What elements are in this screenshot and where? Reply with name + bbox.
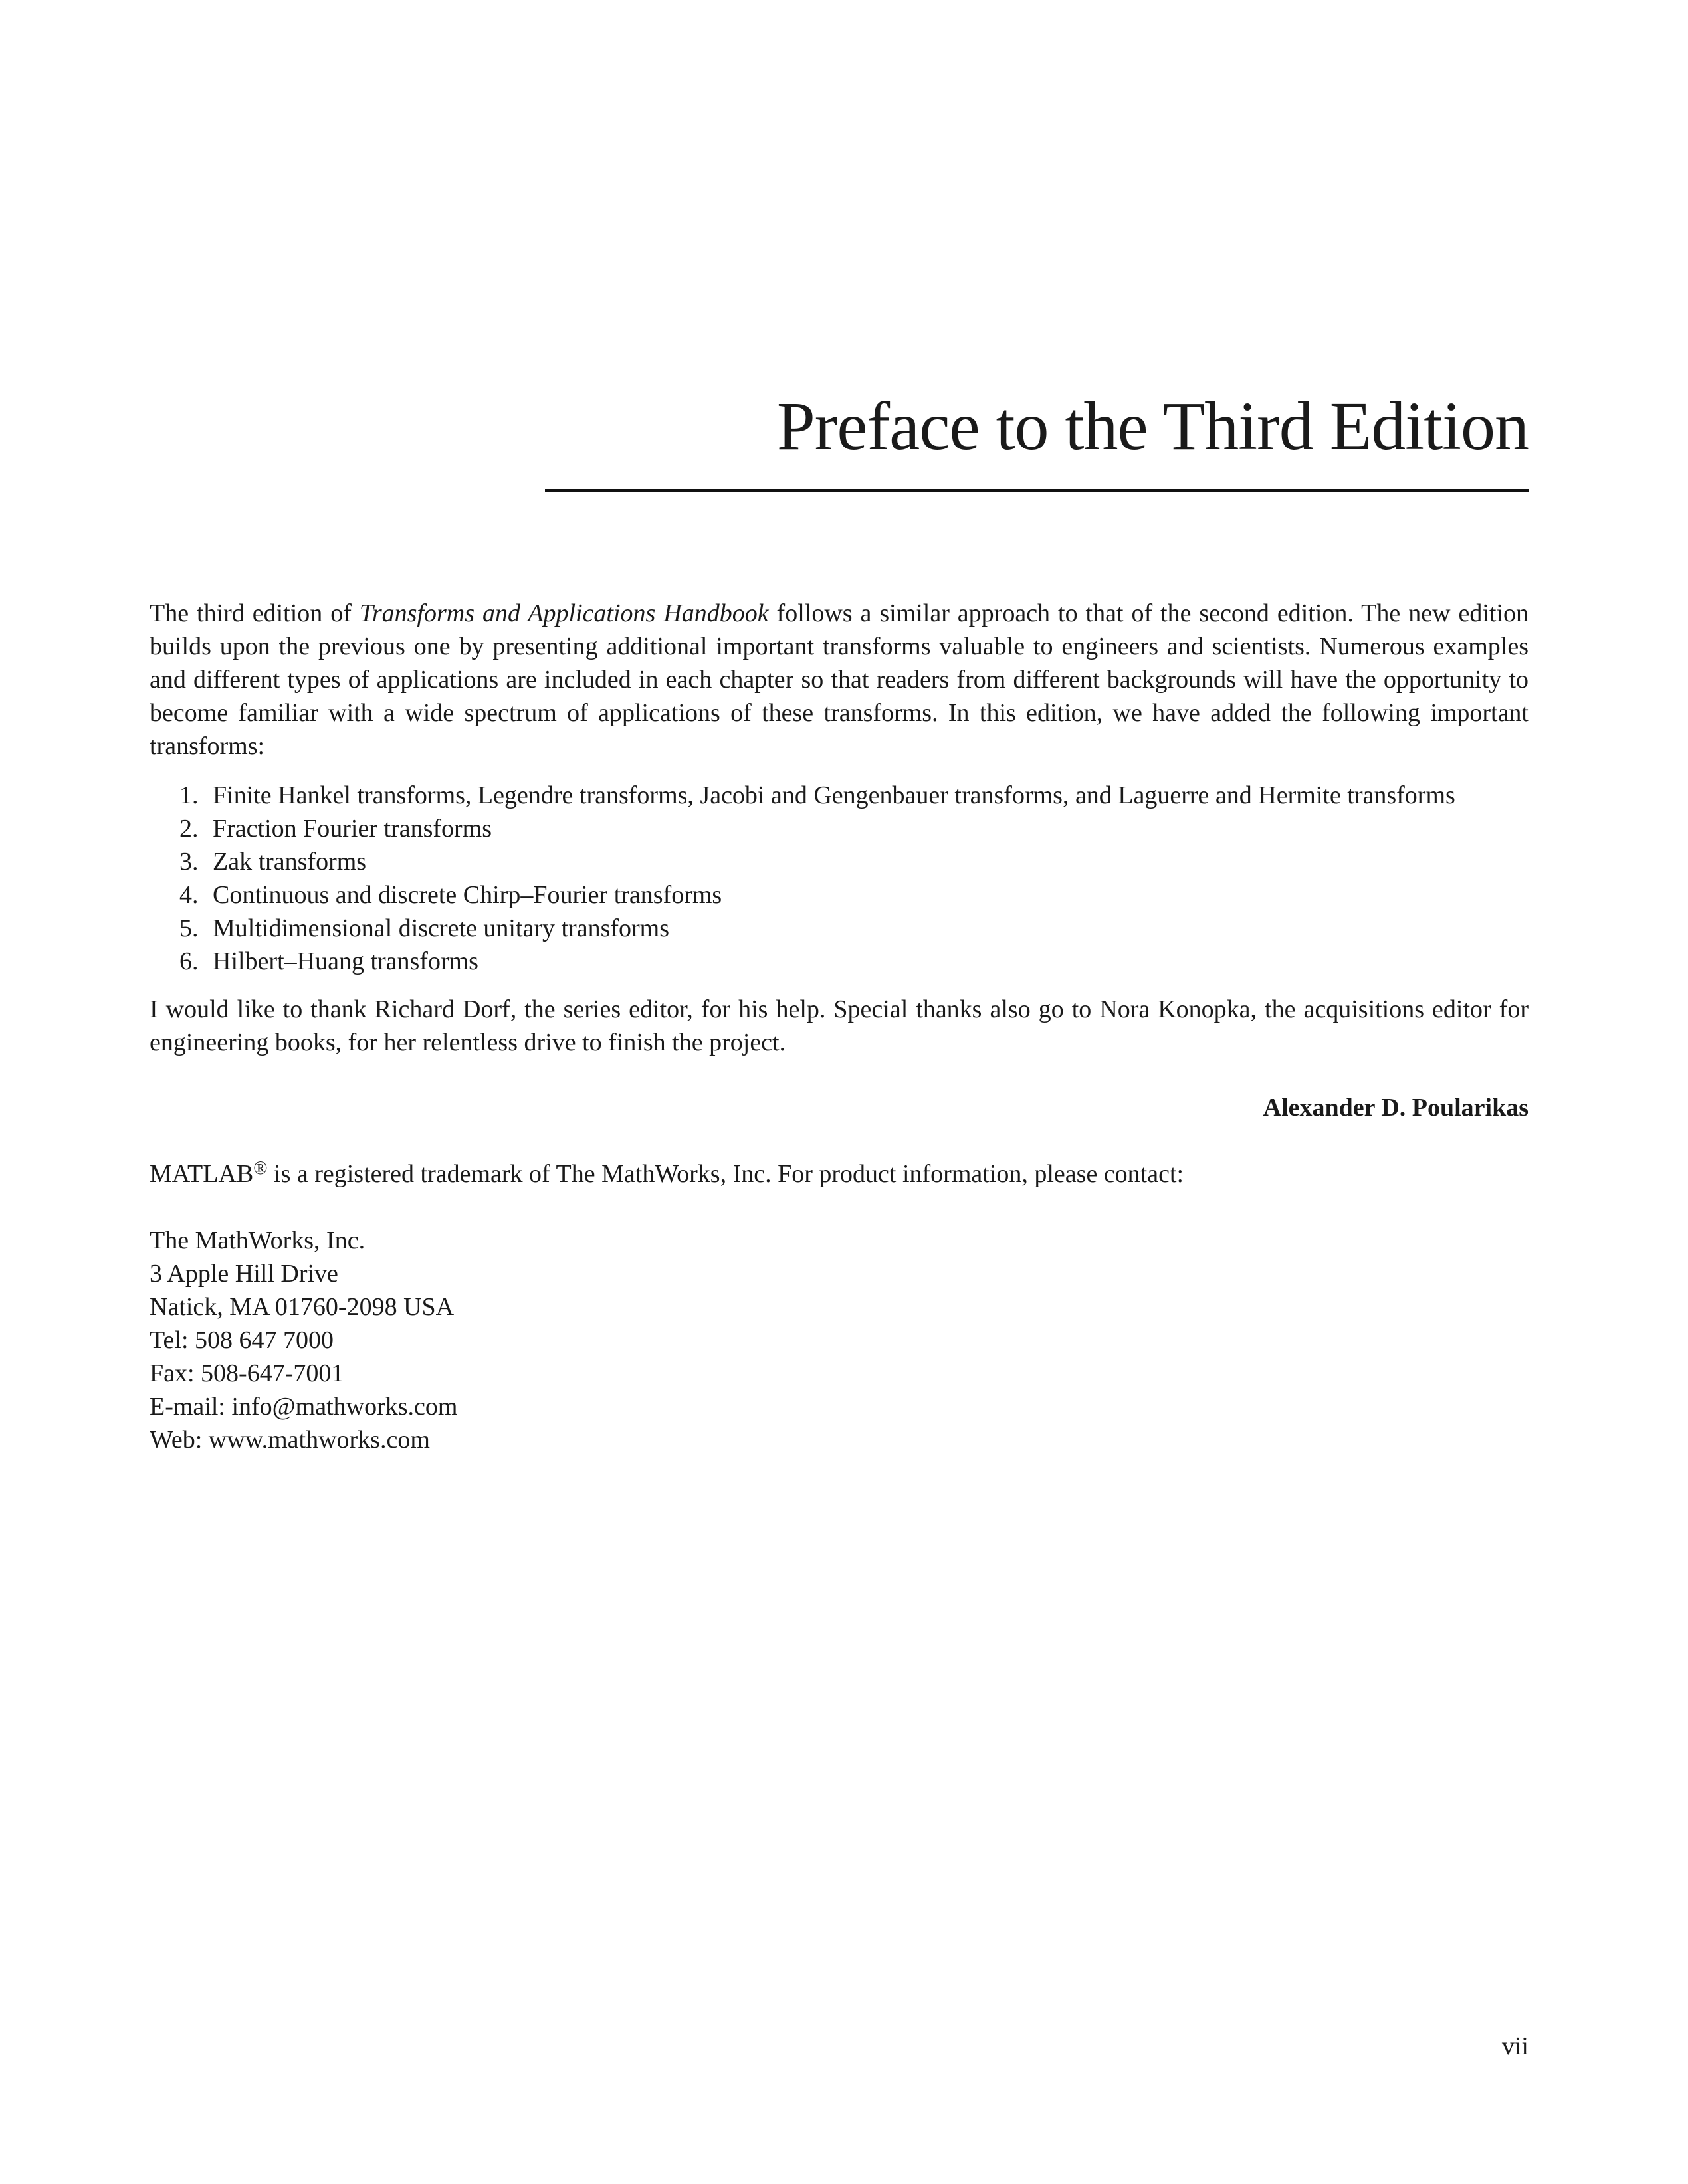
trademark-text: is a registered trademark of The MathWorks, Inc. For product information, please contact: — [267, 1160, 1184, 1188]
list-item-text: Fraction Fourier transforms — [213, 815, 492, 843]
trademark-notice — [150, 1157, 1529, 1191]
intro-paragraph — [150, 597, 1529, 763]
transforms-list — [179, 779, 1455, 978]
list-item-number: 3. — [179, 848, 199, 876]
list-item-text: Zak transforms — [213, 848, 367, 876]
title-underline — [545, 489, 1529, 492]
book-title: Transforms and Applications Handbook — [359, 599, 769, 627]
author-signature: Alexander D. Poularikas — [1263, 1094, 1529, 1122]
list-item-text: Hilbert–Huang transforms — [213, 947, 478, 975]
street-address: 3 Apple Hill Drive — [150, 1260, 338, 1288]
intro-text-end: follows a similar approach to that of the second edition. The new edition builds upon the previous one by presenting additional important transforms valuable to engineers and scientists. Numerous examples and different types of applications are included in each chapter so that readers from different backgrounds will have the opportunity to become familiar with a wide spectrum of applications of these transforms. In this edition, we have added the following important transforms: — [150, 599, 1529, 760]
list-item-text: Multidimensional discrete unitary transforms — [213, 914, 670, 942]
intro-text-start: The third edition of — [150, 599, 360, 627]
page-number: vii — [1501, 2033, 1529, 2060]
list-item-number: 4. — [179, 881, 199, 909]
list-item-number: 1. — [179, 781, 199, 809]
page-title: Preface to the Third Edition — [776, 388, 1529, 464]
list-item — [179, 845, 1455, 878]
list-item — [179, 945, 1455, 978]
list-item — [179, 812, 1455, 845]
list-item — [179, 779, 1455, 812]
city-line: Natick, MA 01760-2098 USA — [150, 1293, 455, 1321]
company-name: The MathWorks, Inc. — [150, 1227, 366, 1254]
list-item-text: Finite Hankel transforms, Legendre transforms, Jacobi and Gengenbauer transforms, and Laguerre and Hermite transforms — [213, 781, 1455, 809]
telephone: Tel: 508 647 7000 — [150, 1326, 334, 1354]
list-item-number: 2. — [179, 815, 199, 843]
trademark-name: MATLAB — [150, 1160, 254, 1188]
list-item — [179, 878, 1455, 912]
contact-address — [150, 1224, 457, 1456]
website: Web: www.mathworks.com — [150, 1426, 430, 1454]
acknowledgment-paragraph: I would like to thank Richard Dorf, the series editor, for his help. Special thanks also go to Nora Konopka, the acquisitions editor for engineering books, for her relentless drive to finish the project. — [150, 995, 1529, 1056]
fax: Fax: 508-647-7001 — [150, 1359, 344, 1387]
list-item — [179, 912, 1455, 945]
list-item-number: 5. — [179, 914, 199, 942]
list-item-number: 6. — [179, 947, 199, 975]
email: E-mail: info@mathworks.com — [150, 1393, 458, 1421]
list-item-text: Continuous and discrete Chirp–Fourier transforms — [213, 881, 722, 909]
registered-symbol: ® — [253, 1158, 268, 1179]
